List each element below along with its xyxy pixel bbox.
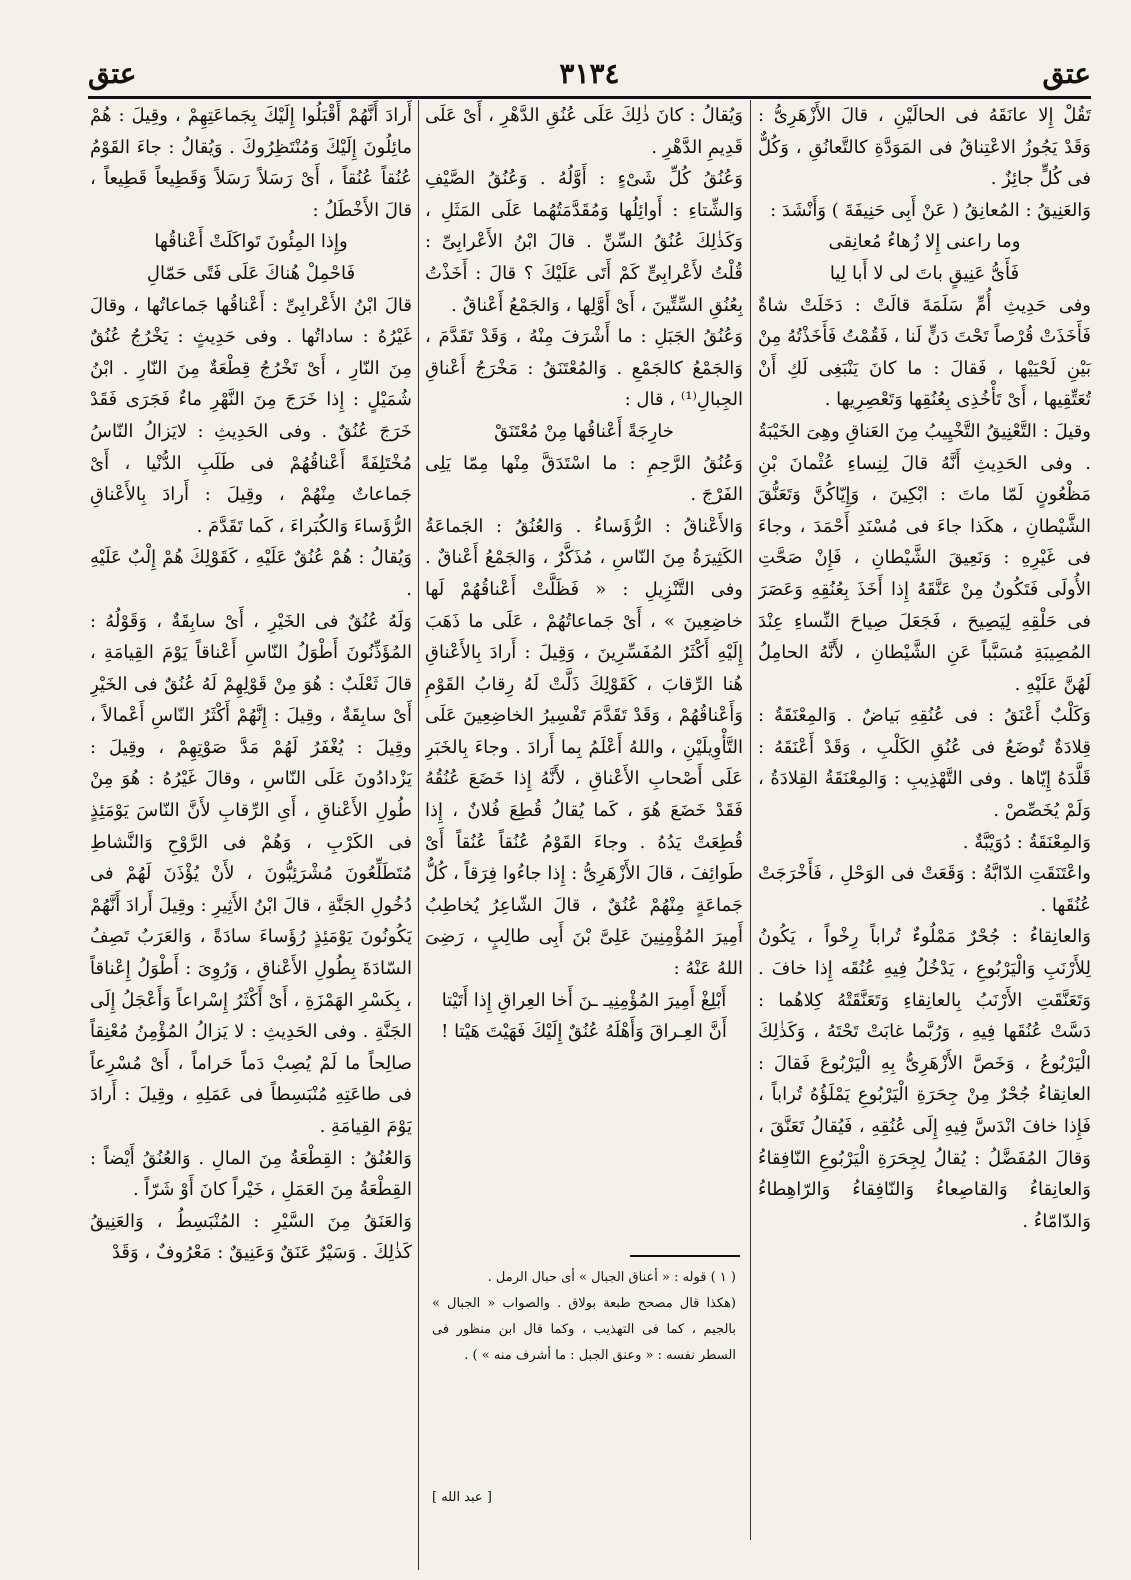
paragraph: وفى حَدِيثِ أُمِّ سَلَمَةَ قالَتْ : دَخَلَتْ شاةٌ فَأَخَذَتْ قُرْصاً تَحْتَ دَنٍّ لَنا ، فَقُمْتُ فَأَخَذْتُهُ مِنْ بَيْنِ لَحْيَيْها ، فَقالَ : ما كانَ يَنْبَغِى لَكِ أَنْ تُعَتِّقِيها ، أَىْ تَأْخُذِى بِعُنُقِها وَتَعْصِرِيها . — [758, 294, 1091, 411]
paragraph: أَرادَ أَنَّهُمْ أَقْبَلُوا إِلَيْكَ بِجَماعَتِهِمْ ، وقِيلَ : هُمْ مائِلُونَ إِلَيْكَ وَمُنْتَظِرُوكَ . وَيُقالُ : جاءَ القَوْمُ عُنُقاً عُنُقاً ، أَىْ رَسَلاً رَسَلاً وَقَطِيعاً قَطِيعاً ، قالَ الأَخْطَلُ : — [90, 105, 412, 221]
paragraph: وَالمِعْنَقَةُ : دُوَيْبَّةٌ . — [962, 831, 1091, 853]
footnote-line: ( ١ ) قوله : « أعناق الجبال » أى حبال الرمل . — [487, 1270, 736, 1285]
header-root-word-right: عتق — [1042, 57, 1091, 90]
paragraph: وَلَهُ عُنُقٌ فى الخَيْرِ ، أَىْ سابِقَةٌ ، وَقَوْلُهُ : المُؤَذِّنُونَ أَطْوَلُ النّاسِ أَعْناقاً يَوْمَ القِيامَةِ ، قالَ ثَعْلَبٌ : هُوَ مِنْ قَوْلِهِمْ لَهُ عُنُقٌ فى الخَيْرِ أَىْ سابِقَةٌ ، وقِيلَ : إِنَّهُمْ أَكْثَرُ النّاسِ أَعْمالاً ، وقِيلَ : يُغْفَرُ لَهُمْ مَدَّ صَوْتِهِمْ ، وقِيلَ : يَزْدادُونَ عَلَى النّاسِ ، وقالَ غَيْرُهُ : هُوَ مِنْ طُولِ الأَعْناقِ ، أَىِ الرِّقابِ لأَنَّ النّاسَ يَوْمَئِذٍ فى الكَرْبِ ، وَهُمْ فى الرَّوْحِ وَالنَّشاطِ مُتَطَلِّعُونَ مُشْرَئِبُّونَ ، لأَنْ يُؤْذَنَ لَهُمْ فى دُخُولِ الجَنَّةِ ، قالَ ابْنُ الأَثِيرِ : وقِيلَ أَرادَ أَنَّهُمْ يَكُونُونَ يَوْمَئِذٍ رُؤَساءَ سادَةً ، وَالعَرَبُ تَصِفُ السّادَةَ بِطُولِ الأَعْناقِ ، وَرُوِىَ : أَطْوَلُ إِعْناقاً ، بِكَسْرِ الهَمْزَةِ ، أَىْ أَكْثَرُ إِسْراعاً وَأَعْجَلُ إِلَى الجَنَّةِ . وفى الحَدِيثِ : لا يَزالُ المُؤْمِنُ مُعْنِقاً صالِحاً ما لَمْ يُصِبْ دَماً حَراماً ، أَىْ مُسْرِعاً فى طاعَتِهِ مُنْبَسِطاً فى عَمَلِهِ ، وقِيلَ : أَرادَ يَوْمَ القِيامَةِ . — [90, 610, 412, 1137]
paragraph: وقيلَ : التَّعْنِيقُ التَّخْيِيبُ مِنَ العَناقِ وهِىَ الخَيْبَةُ . وفى الحَدِيثِ أَنَّهُ قالَ لِنِساءِ عُثْمانَ بْنِ مَظْعُونٍ لَمّا ماتَ : ابْكِينَ ، وَإِيّاكُنَّ وَتَعَنُّقَ الشَّيْطانِ ، هكَذا جاءَ فى مُسْنَدِ أَحْمَدَ ، وجاءَ فى غَيْرِهِ : وَنَعِيقَ الشَّيْطانِ ، فَإِنْ صَحَّتِ الأُولَى فَتَكُونُ مِنْ عَنَّقَهُ إِذا أَخَذَ بِعُنُقِهِ وَعَصَرَ فى حَلْقِهِ لِيَصِيحَ ، فَجَعَلَ صِياحَ النِّساءِ عِنْدَ المُصِيبَةِ مُسَبَّباً عَنِ الشَّيْطانِ ، لأَنَّهُ الحامِلُ لَهُنَّ عَلَيْهِ . — [758, 420, 1091, 695]
footnote-signature: [ عبد الله ] — [432, 1490, 492, 1505]
column-divider — [750, 100, 751, 1540]
paragraph: وَعُنُقُ الرَّحِمِ : ما اسْتَدَقَّ مِنْها مِمّا يَلِى الفَرْجَ . — [425, 452, 743, 506]
verse-line: خارِجَةً أَعْناقُها مِنْ مُعْتَنَقْ — [494, 420, 674, 442]
footnote — [432, 1265, 736, 1475]
page-header — [88, 52, 1091, 99]
page-number: ٣١٣٤ — [559, 57, 620, 90]
paragraph: وَعُنُقُ كُلِّ شَىْءٍ : أَوَّلُهُ . وَعُنُقُ الصَّيْفِ وَالشِّتاءِ : أَوائِلُها وَمُقَدَّمَتُهُما عَلَى المَثَلِ ، وَكَذٰلِكَ عُنُقُ السِّنِّ . قالَ ابْنُ الأَعْرابِىِّ : قُلْتُ لأَعْرابِىٍّ كَمْ أَتَى عَلَيْكَ ؟ قالَ : أَخَذْتُ بِعُنُقِ السِّتِّينَ ، أَىْ أَوَّلِها ، وَالجَمْعُ أَعْناقٌ . — [425, 168, 743, 316]
verse-line: وإِذا المِئُونَ تَواكَلَتْ أَعْناقُها — [154, 231, 348, 253]
footnote-line: (هكذا قال مصحح طبعة بولاق . والصواب « الجبال » بالجيم ، كما فى التهذيب ، وكما قال ابن منظور فى السطر نفسه : « وعنق الجبل : ما أشرف منه » ) . — [432, 1296, 736, 1363]
text-column-left — [90, 100, 412, 1570]
paragraph: وَالعانِقاءُ : جُحْرٌ مَمْلُوءٌ تُراباً رِخْواً ، يَكُونُ لِلأَرْنَبِ وَالْيَرْبُوعِ ، يَدْخُلُ فِيهِ عُنُقَه إِذا خافَ . وَتَعَنَّقَتِ الأَرْنَبُ بِالعانِقاءِ وَتَعَنَّقَتْهُ كِلاهُما : دَسَّتْ عُنُقَها فِيهِ ، وَرُبَّما غابَتْ تَحْتَهُ ، وَكَذٰلِكَ الْيَرْبُوعُ ، وَخَصَّ الأَزْهَرِىُّ بِهِ الْيَرْبُوعَ فَقالَ : العانِقاءُ جُحْرٌ مِنْ جِحَرَةِ الْيَرْبُوعِ يَمْلَؤُهُ تُراباً ، فَإِذا خافَ انْدَسَّ فِيهِ إِلَى عُنُقِهِ ، فَيُقالُ تَعَنَّقَ ، وَقالَ المُفَضَّلُ : يُقالُ لِجِحَرَةِ الْيَرْبُوعِ النّافِقاءُ وَالعانِقاءُ وَالقاصِعاءُ وَالنّافِقاءُ وَالرّاهِطاءُ وَالدّامّاءُ . — [758, 926, 1091, 1232]
verse-line: فَأَىُّ عَنِيقٍ باتَ لى لا أَبا لِيا — [829, 262, 1020, 284]
paragraph: وَيُقالُ : هُمْ عُنُقٌ عَلَيْهِ ، كَقَوْلِكَ هُمْ إِلْبٌ عَلَيْهِ . — [90, 547, 412, 600]
footnote-rule — [630, 1255, 740, 1257]
header-root-word-left: عتق — [88, 57, 137, 90]
paragraph: وَكَلْبٌ أَعْنَقُ : فى عُنُقِهِ بَياضٌ . وَالمِعْنَقَةُ : قِلادَةٌ تُوضَعُ فى عُنُقِ الكَلْبِ ، وَقَدْ أَعْنَقَهُ : قَلَّدَهُ إِيّاها . وفى التَّهْذِيبِ : وَالمِعْنَقَةُ القِلادَةُ ، وَلَمْ يُخَصِّصْ . — [758, 705, 1091, 822]
paragraph: وَيُقالُ : كانَ ذٰلِكَ عَلَى عُنُقِ الدَّهْرِ ، أَىْ عَلَى قَدِيمِ الدَّهْرِ . — [425, 105, 743, 158]
paragraph: وَالعَنَقُ مِنَ السَّيْرِ : المُنْبَسِطُ ، وَالعَنِيقُ كَذٰلِكَ . وَسَيْرٌ عَنَقٌ وَعَنِيقٌ : مَعْرُوفٌ ، وَقَدْ — [90, 1210, 412, 1264]
paragraph: وَالعَنِيقُ : المُعانِقُ ( عَنْ أَبِى حَنِيفَةَ ) وَأَنْشَدَ : — [770, 199, 1091, 221]
paragraph: تَقُلْ إِلا عانَقَهُ فى الحالَيْنِ ، قالَ الأَزْهَرِىُّ : وَقَدْ يَجُوزُ الاعْتِناقُ فى المَوَدَّةِ كالتَّعانُقِ ، وَكُلٌّ فى كُلٍّ جائِزٌ . — [758, 105, 1091, 190]
verse-line: فَاحْمِلْ هُناكَ عَلَى فَتًى حَمّالِ — [146, 262, 356, 284]
column-divider — [418, 100, 419, 1570]
verse-line: وما راعنى إِلا زُهاءُ مُعانِقى — [828, 231, 1021, 253]
paragraph: قالَ ابْنُ الأَعْرابِىِّ : أَعْناقُها جَماعاتُها ، وقالَ غَيْرُهُ : ساداتُها . وفى حَدِيثٍ : يَخْرُجُ عُنُقٌ مِنَ النّارِ ، أَىْ تَخْرُجُ قِطْعَةٌ مِنَ النّارِ . ابْنُ شُمَيْلٍ : إِذا خَرَجَ مِنَ النَّهْرِ ماءٌ فَجَرَى فَقَدْ خَرَجَ عُنُقٌ . وفى الحَدِيثِ : لايَزالُ النّاسُ مُخْتَلِفَةً أَعْناقُهُمْ فى طَلَبِ الدُّنْيا ، أَىْ جَماعاتٌ مِنْهُمْ ، وقِيلَ : أَرادَ بِالأَعْناقِ الرُّؤَساءَ وَالكُبَراءَ ، كَما تَقَدَّمَ . — [90, 294, 412, 537]
text-column-right — [758, 100, 1091, 1430]
paragraph: واعْتَنَقَتِ الدّابَّةُ : وَقَعَتْ فى الوَحْلِ ، فَأَخْرَجَتْ عُنُقَها . — [758, 863, 1091, 916]
paragraph: وَعُنُقُ الجَبَلِ : ما أَشْرَفَ مِنْهُ ، وَقَدْ تَقَدَّمَ ، وَالجَمْعُ كالجَمْعِ . وَالمُعْتَنَقُ : مَخْرَجُ أَعْناقِ الجِبالِ⁽¹⁾ ، قال : — [425, 326, 743, 411]
verse-line: أَنَّ العِـراقَ وَأَهْلَهُ عُنُقٌ إِلَيْكَ فَهَيْتَ هَيْتا ! — [441, 1021, 727, 1043]
text-column-middle — [425, 100, 743, 1215]
verse-line: أَبْلِغْ أَمِيرَ المُؤْمِنِيـ ـنَ أَخا العِراقِ إِذا أَتَيْتا — [441, 989, 727, 1011]
paragraph: وَالأَعْناقُ : الرُّؤَساءُ . وَالعُنُقُ : الجَماعَةُ الكَثِيرَةُ مِنَ النّاسِ ، مُذَكَّرٌ ، وَالجَمْعُ أَعْناقٌ . وفى التَّنْزِيلِ : « فَظَلَّتْ أَعْناقُهُمْ لَها خاضِعِينَ » ، أَىْ جَماعاتُهُمْ ، عَلَى ما ذَهَبَ إِلَيْهِ أَكْثَرُ المُفَسِّرِينَ ، وَقِيلَ : أَرادَ بِالأَعْناقِ هُنا الرِّقابَ ، كَقَوْلِكَ ذَلَّتْ لَهُ رِقابُ القَوْمِ وَأَعْناقُهُمْ ، وَقَدْ تَقَدَّمَ تَفْسِيرُ الخاضِعِينَ عَلَى التَّأْوِيلَيْنِ ، واللهُ أَعْلَمُ بِما أَرادَ . وجاءَ بِالخَبَرِ عَلَى أَصْحابِ الأَعْناقِ ، لأَنَّهُ إِذا خَضَعَ عُنُقُهُ فَقَدْ خَضَعَ هُوَ ، كَما يُقالُ قُطِعَ فُلانٌ ، إِذا قُطِعَتْ يَدُهُ . وجاءَ القَوْمُ عُنُقاً عُنُقاً أَىْ طَوائِفَ ، قالَ الأَزْهَرِىُّ : إِذا جاءُوا فِرَقاً ، كُلُّ جَماعَةٍ مِنْهُمْ عُنُقٌ ، قالَ الشّاعِرُ يُخاطِبُ أَمِيرَ المُؤْمِنِينَ عَلِىَّ بْنَ أَبِى طالِبٍ ، رَضِىَ اللهُ عَنْهُ : — [425, 515, 743, 980]
paragraph: وَالعُنُقُ : القِطْعَةُ مِنَ المالِ . وَالعُنُقُ أَيْضاً : القِطْعَةُ مِنَ العَمَلِ ، خَيْراً كانَ أَوْ شَرّاً . — [90, 1147, 412, 1201]
